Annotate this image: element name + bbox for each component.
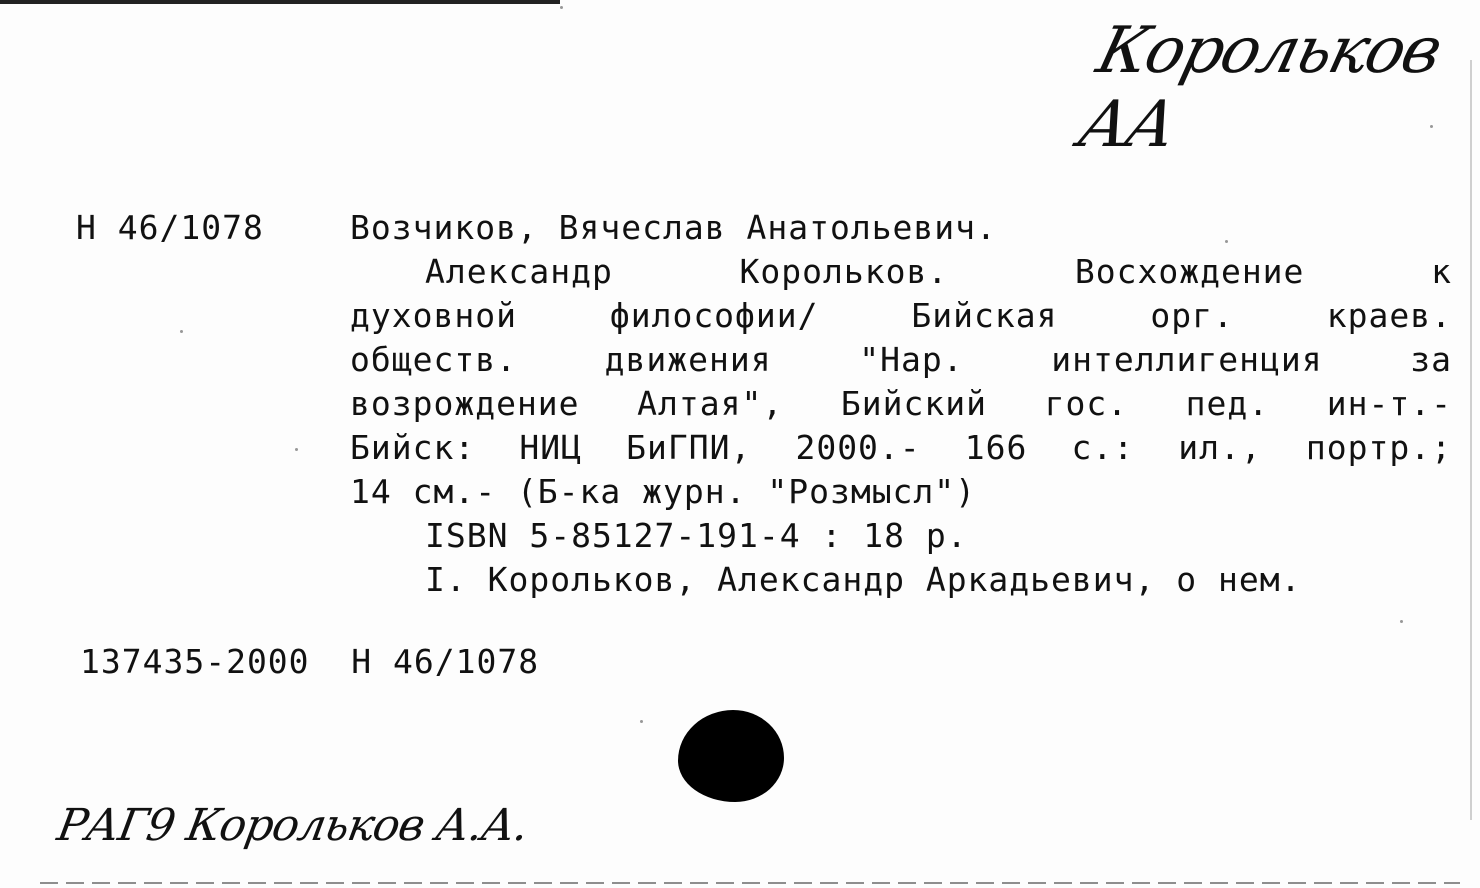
author-heading: Возчиков, Вячеслав Анатольевич. [350,208,997,247]
description-line: Александр Корольков. Восхождение к [425,252,1452,291]
speck [1400,620,1403,623]
card-bottom-edge [40,882,1460,884]
card-right-edge [1470,60,1472,820]
speck [295,448,298,451]
bibliographic-description [350,250,1452,602]
isbn-line: ISBN 5-85127-191-4 : 18 р. [425,516,968,555]
speck [560,6,563,9]
description-line: духовной философии/ Бийская орг. краев. [350,296,1452,335]
description-line: Бийск: НИЦ БиГПИ, 2000.- 166 с.: ил., портр.; [350,428,1452,467]
subject-line: I. Корольков, Александр Аркадьевич, о нем. [425,560,1302,599]
speck [1225,240,1228,243]
punch-hole [678,710,784,802]
handwritten-note: РАГ9 Корольков А.А. [53,800,532,851]
speck [180,330,183,333]
speck [640,720,643,723]
handwritten-heading: Корольков АА [1071,14,1448,162]
shelfmark: Н 46/1078 [76,208,264,247]
description-line: обществ. движения "Нар. интеллигенция за [350,340,1452,379]
description-line: 14 см.- (Б-ка журн. "Розмысл") [350,472,977,511]
card-top-edge [0,0,560,4]
accession-number: 137435-2000 Н 46/1078 [80,642,540,681]
speck [1430,125,1433,128]
description-line: возрождение Алтая", Бийский гос. пед. ин-т.- [350,384,1452,423]
